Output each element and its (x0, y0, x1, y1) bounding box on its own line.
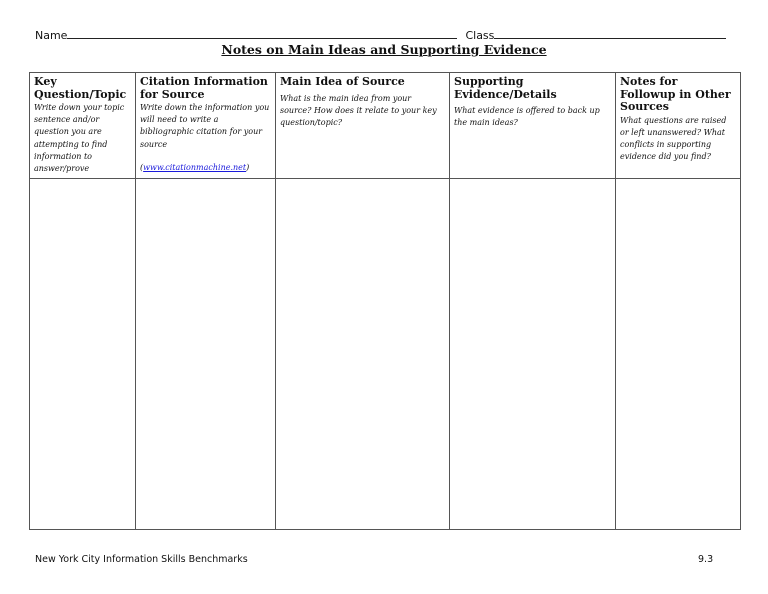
column-key-question (30, 73, 136, 179)
column-description: Write down your topic sentence and/or question you are attempting to find information to answer/prove (34, 103, 125, 174)
name-blank-line (67, 28, 457, 39)
column-citation-information (136, 73, 276, 179)
link-prefix: ( (140, 162, 144, 172)
citationmachine-link[interactable]: www.citationmachine.net (143, 162, 247, 172)
citation-link-line (140, 162, 271, 174)
table-body-row (30, 179, 741, 530)
supporting-evidence-cell[interactable] (450, 179, 616, 530)
column-heading: Citation Information for Source (140, 75, 268, 101)
column-heading: Supporting Evidence/Details (454, 75, 557, 101)
column-description: Write down the information you will need to write a bibliographic citation for your source (140, 103, 270, 149)
page-title (0, 42, 768, 57)
column-heading: Key Question/Topic (34, 75, 127, 101)
footer-page-number: 9.3 (698, 554, 714, 565)
column-followup-notes (616, 73, 741, 179)
class-label: Class (465, 29, 495, 42)
class-blank-line (494, 28, 726, 39)
column-heading: Notes for Followup in Other Sources (620, 75, 731, 113)
name-label: Name (35, 29, 68, 42)
page-title-text: Notes on Main Ideas and Supporting Evidence (221, 42, 547, 57)
column-description: What evidence is offered to back up the main ideas? (454, 106, 600, 128)
key-question-cell[interactable] (30, 179, 136, 530)
notes-table (29, 72, 741, 530)
followup-notes-cell[interactable] (616, 179, 741, 530)
main-idea-cell[interactable] (276, 179, 450, 530)
link-suffix: ) (246, 162, 250, 172)
column-supporting-evidence (450, 73, 616, 179)
column-heading: Main Idea of Source (280, 75, 405, 88)
citation-cell[interactable] (136, 179, 276, 530)
column-description: What questions are raised or left unanswered? What conflicts in supporting evidence did you find? (620, 115, 727, 162)
table-header-row (30, 73, 741, 179)
header-line (35, 28, 726, 42)
column-main-idea (276, 73, 450, 179)
column-description: What is the main idea from your source? How does it relate to your key question/topic? (280, 93, 437, 127)
footer-benchmarks: New York City Information Skills Benchmarks (35, 554, 248, 565)
